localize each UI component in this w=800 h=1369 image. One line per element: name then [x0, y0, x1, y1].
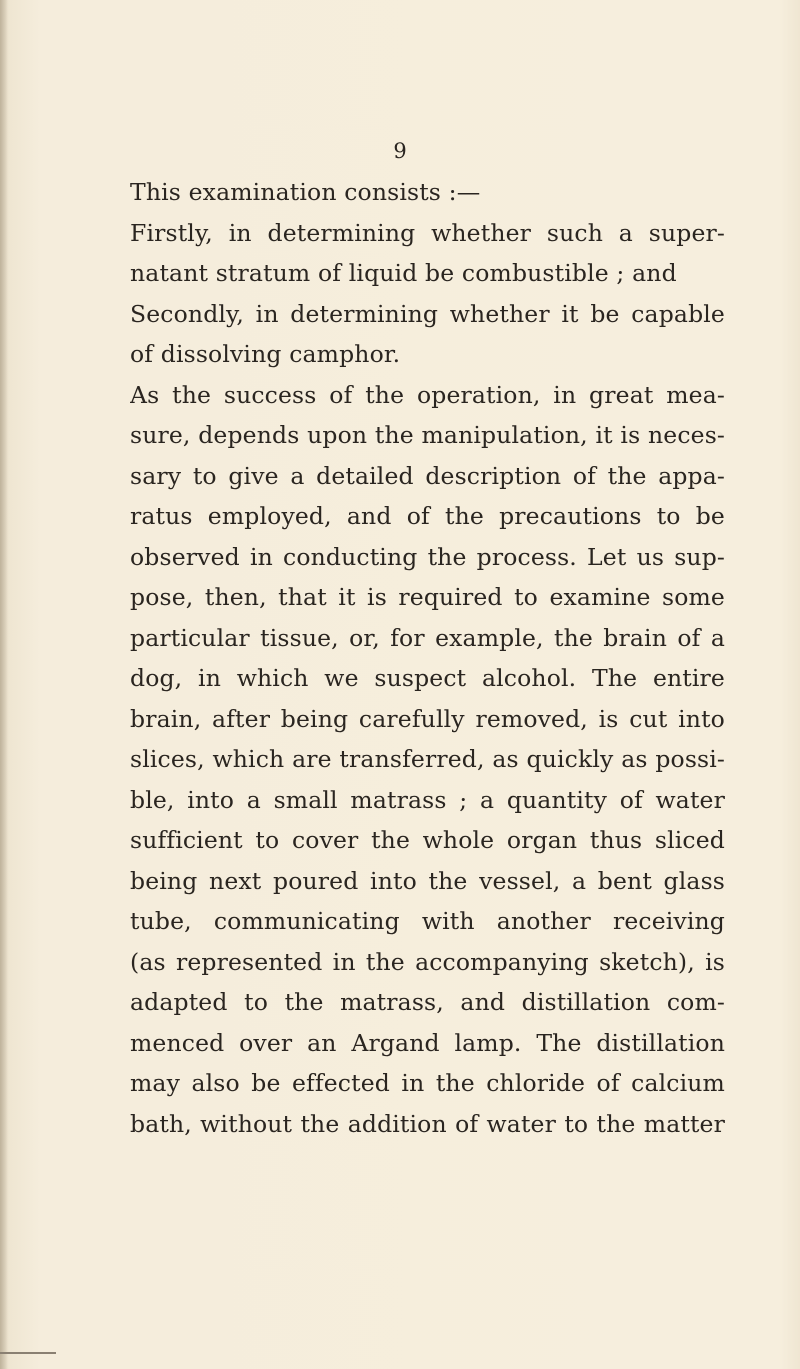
text-line: Firstly, in determining whether such a super-: [130, 218, 725, 247]
text-line: This examination consists :—: [130, 178, 481, 206]
text-line: As the success of the operation, in great mea-: [130, 380, 725, 409]
text-line: tube, communicating with another receiving: [130, 907, 725, 935]
text-line: ratus employed, and of the precautions to be: [130, 502, 725, 530]
text-line: sure, depends upon the manipulation, it is neces-: [130, 421, 725, 449]
text-line: sufficient to cover the whole organ thus sliced: [130, 826, 725, 854]
text-line: bath, without the addition of water to the matter: [130, 1109, 725, 1138]
text-line: slices, which are transferred, as quickly as possi-: [130, 745, 725, 773]
text-line: observed in conducting the process. Let us sup-: [130, 542, 725, 571]
binding-shadow: [0, 0, 8, 1369]
text-line: Secondly, in determining whether it be capable: [130, 299, 725, 328]
text-line: dog, in which we suspect alcohol. The entire: [130, 664, 725, 692]
text-line: (as represented in the accompanying sketch), is: [130, 947, 725, 976]
body-text: [130, 172, 725, 1144]
text-line: particular tissue, or, for example, the brain of a: [130, 623, 725, 652]
bottom-left-rule: [0, 1352, 56, 1354]
text-line: pose, then, that it is required to examine some: [130, 583, 725, 611]
text-line: adapted to the matrass, and distillation com-: [130, 988, 725, 1016]
text-line: of dissolving camphor.: [130, 340, 401, 368]
text-line: natant stratum of liquid be combustible ; and: [130, 259, 677, 287]
text-line: menced over an Argand lamp. The distillation: [130, 1028, 725, 1057]
page-number: 9: [393, 139, 407, 163]
text-line: being next poured into the vessel, a bent glass: [130, 866, 725, 895]
text-line: ble, into a small matrass ; a quantity of water: [130, 785, 725, 814]
text-line: sary to give a detailed description of the appa-: [130, 461, 725, 490]
text-line: may also be effected in the chloride of calcium: [130, 1069, 725, 1097]
text-line: brain, after being carefully removed, is cut into: [130, 704, 725, 733]
